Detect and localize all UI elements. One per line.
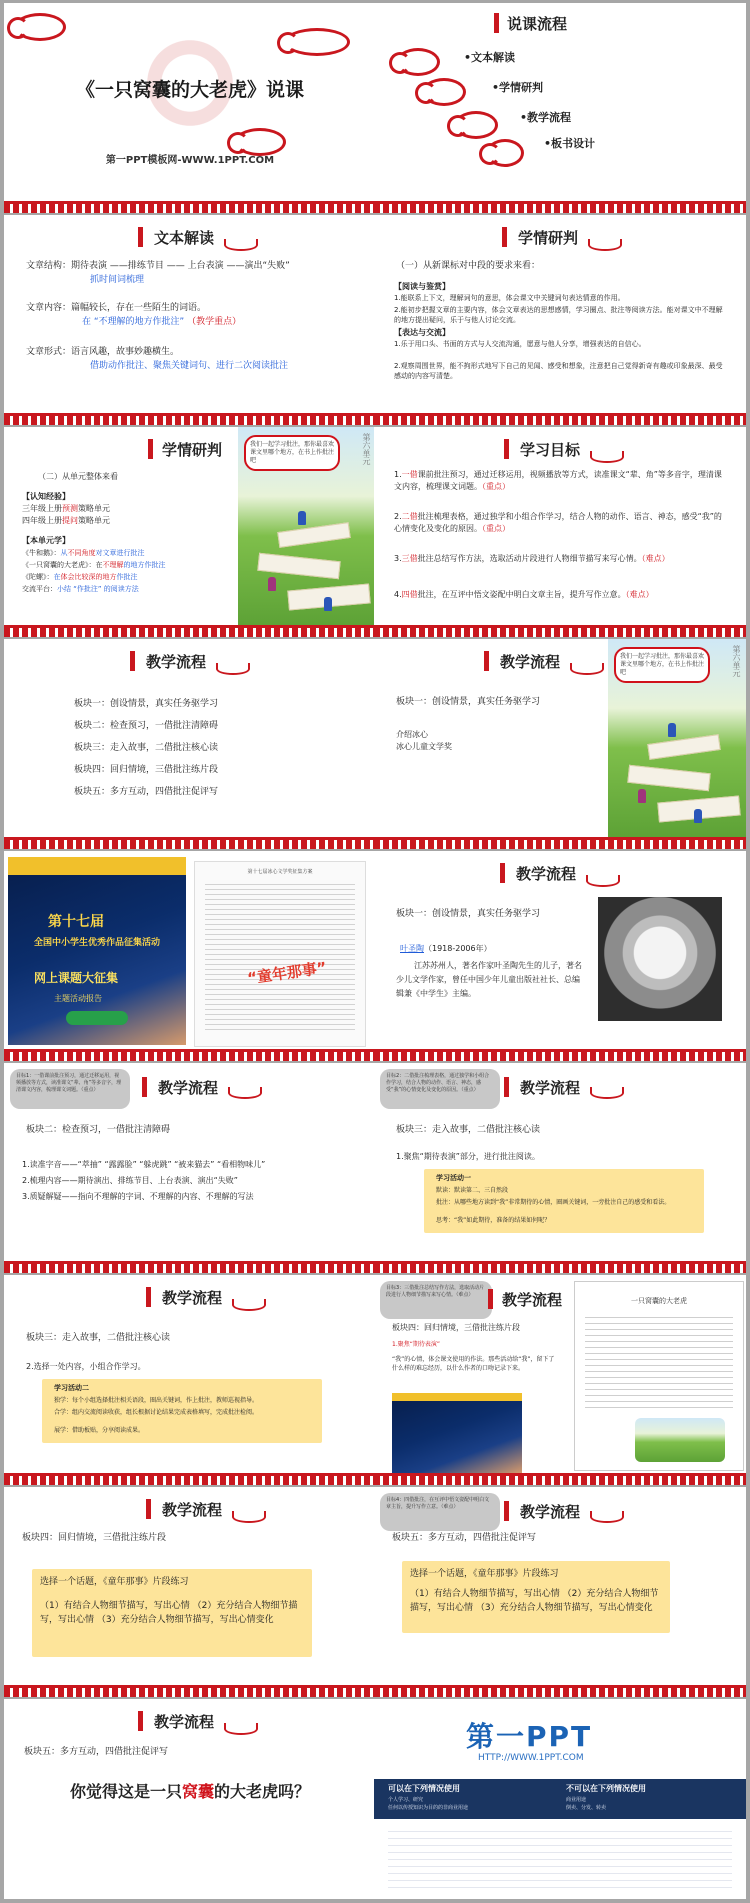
brand-logo[interactable]: 第一PPT (466, 1720, 593, 1753)
swirl-ornament-icon (588, 239, 622, 251)
slide-module-three-a[interactable] (374, 1063, 746, 1273)
module-heading: 板块一：创设情景，真实任务驱学习 (396, 909, 541, 919)
slide-title-text: 教学流程 (162, 1289, 223, 1307)
decorative-border (4, 1264, 376, 1273)
website-credit[interactable]: 第一PPT模板网-WWW.1PPT.COM (105, 155, 275, 166)
slide-title-text: 教学流程 (502, 1291, 563, 1309)
decorative-border (4, 1052, 376, 1061)
goal-note: 目标1：一借课前批注预习，通过迁移运用，视频播放等方式，读准课文“辈、角”等多音字，理清课文内容，梳理课文词题。（重点） (10, 1069, 130, 1109)
forbidden-heading: 不可以在下列情况使用 (566, 1784, 646, 1793)
author-portrait (598, 897, 722, 1021)
brand-url[interactable]: HTTP://WWW.1PPT.COM (478, 1753, 584, 1763)
module-heading: 板块一：创设情景，真实任务驱学习 (396, 697, 541, 707)
title-bar (142, 1077, 147, 1097)
title-bar (146, 1287, 151, 1307)
author-name-line: 叶圣陶（1918-2006年） (400, 944, 492, 953)
activity-line: 思考：“我”如此期待，准备的结果如何呢？ (436, 1217, 551, 1224)
slide-title-text: 教学流程 (162, 1501, 223, 1519)
title-bar (130, 651, 135, 671)
title-bar (138, 1711, 143, 1731)
module-item[interactable]: 板块一：创设情景，真实任务驱学习 (74, 699, 219, 709)
module-item[interactable]: 板块三：走入故事，二借批注核心读 (74, 743, 219, 753)
goal-item: 1.一借课前批注预习，通过迁移运用，视频播放等方式，读准课文“辈、角”等多音字，理清课文内容，梳理课文词题。（重点） (394, 470, 722, 491)
title-bar (484, 651, 489, 671)
title-bar (148, 439, 153, 459)
poster-line: 第十七届 (48, 914, 104, 930)
brand-area (374, 1699, 746, 1779)
swirl-ornament-icon (232, 1299, 266, 1311)
link-list (388, 1825, 732, 1891)
goal-item: 2.二借批注梳理表格，通过独学和小组合作学习，结合人物的动作、语言、神态，感受“我”的心情变化及变化的原因。（重点） (394, 512, 722, 533)
poster-button (66, 1011, 128, 1025)
content-line: 文章内容：篇幅较长，存在一些陌生的词语。 (26, 303, 207, 313)
detail-line: 介绍冰心 (396, 730, 428, 739)
activity-box (42, 1379, 322, 1443)
book-title: 一只窝囊的大老虎 (631, 1297, 687, 1305)
child-figure (268, 577, 276, 591)
allowed-line: 任何以传授知识为目的的非商业用途 (388, 1805, 469, 1811)
slide-title-text: 学情研判 (518, 229, 579, 247)
content-hint: 在 “不理解的地方作批注” （教学重点） (82, 317, 242, 327)
unit-label: 第六单元 (362, 433, 371, 465)
decorative-border (4, 840, 376, 849)
swirl-ornament-icon (586, 875, 620, 887)
decorative-border (374, 1264, 746, 1273)
unit-intro: （二）从单元整体来看 (38, 472, 118, 481)
unit-line: 《牛和鹅》：从不同角度对文章进行批注 (22, 549, 145, 557)
slide-copyright[interactable] (374, 1699, 746, 1899)
slide-text-analysis[interactable] (4, 215, 376, 425)
activity-line: 独学：每个小组选择批注相关语段，圈出关键词，作上批注，教师巡视指导。 (54, 1397, 259, 1404)
slide-title-text: 教学流程 (146, 653, 207, 671)
requirement-text: 2.观察周围世界，能不拘形式地写下自己的见闻、感受和想象，注意把自己觉得新奇有趣或印象最深、最受感动的内容写清楚。 (394, 362, 723, 380)
activity-line: 展学：借助板贴，分享阅读成果。 (54, 1427, 145, 1434)
module-heading: 板块四：回归情境，三借批注练片段 (22, 1533, 167, 1543)
slide-award-materials[interactable] (4, 851, 376, 1061)
path-shape (257, 553, 340, 579)
title-bar (146, 1499, 151, 1519)
slide-title-text: 教学流程 (500, 653, 561, 671)
agenda-item[interactable]: •文本解读 (464, 51, 516, 64)
slide-title-text: 教学流程 (520, 1079, 581, 1097)
award-poster (392, 1393, 522, 1473)
module-item[interactable]: 板块四：回归情境，三借批注练片段 (74, 765, 219, 775)
child-figure (668, 723, 676, 737)
poster-line: 全国中小学生优秀作品征集活动 (33, 938, 160, 948)
unit-line: 交流平台：小结 “作批注” 的阅读方法 (22, 585, 139, 593)
goal-note: 目标4：四借批注，在互评中悟文姿配中明白文章主旨，提升写作立意。（难点） (380, 1493, 500, 1531)
decorative-border (374, 840, 746, 849)
title-bar (504, 439, 509, 459)
step-item: 2.梳理内容——期待演出、排练节目、上台表演、演出“失败” (22, 1176, 238, 1185)
poster-line: 网上课题大征集 (34, 971, 119, 985)
cloud-ornament-icon (284, 28, 350, 56)
activity-line: 合学：组内交流阅读收获，组长根据讨论结果完成表格填写，完成批注检阅。 (54, 1409, 259, 1416)
child-figure (638, 789, 646, 803)
slide-module-five[interactable] (374, 1487, 746, 1697)
practice-text: （1）有结合人物细节描写，写出心情 （2）充分结合人物细节描写，写出心情 （3）充分结合人物细节描写，写出心情变化 (40, 1601, 298, 1625)
goal-note: 目标3：三借批注总结写作方法，选取活动片段进行人物细节描写来写心情。（难点） (380, 1281, 492, 1319)
discussion-question: 你觉得这是一只窝囊的大老虎吗？ (69, 1782, 311, 1801)
title-bar (504, 1501, 509, 1521)
slide-title-text: 学习目标 (520, 441, 581, 459)
module-heading: 板块二：检查预习，一借批注清障碍 (26, 1125, 171, 1135)
module-heading: 板块五：多方互动，四借批注促评写 (392, 1533, 537, 1543)
decorative-border (4, 204, 376, 213)
swirl-ornament-icon (590, 1087, 624, 1099)
step-item: 2.选择一处内容，小组合作学习。 (26, 1362, 146, 1371)
goal-note: 目标2：二借批注梳理表格，通过独学和小组合作学习，结合人物的动作、语言、神态，感受“我”的心情变化及变化的原因。（重点） (380, 1069, 500, 1109)
swirl-ornament-icon (224, 1723, 258, 1735)
swirl-ornament-icon (590, 1511, 624, 1523)
doc-lines (205, 880, 355, 1030)
slide-module-three-b[interactable] (4, 1275, 376, 1485)
unit-label: 第六单元 (732, 645, 741, 677)
practice-text: （1）有结合人物细节描写，写出心情 （2）充分结合人物细节描写，写出心情 （3）充分结合人物细节描写，写出心情变化 (410, 1589, 659, 1613)
goal-item: 4.四借批注，在互评中悟文姿配中明白文章主旨，提升写作立意。（难点） (394, 590, 654, 599)
path-shape (627, 765, 710, 791)
poster-line: 主题活动报告 (54, 994, 102, 1003)
agenda-item[interactable]: •教学流程 (520, 111, 572, 124)
slide-learning-goals[interactable] (374, 427, 746, 637)
cloud-ornament-icon (486, 139, 524, 167)
section-heading: 【表达与交流】 (394, 328, 450, 337)
goal-item: 3.三借批注总结写作方法，选取活动片段进行人物细节描写来写心情。（难点） (394, 554, 670, 563)
example-paragraph: “我”的心情，体会课文使用的作法。那些活动给“我”，留下了什么样的难忘经历，以什么作者的口吻记录下来。 (392, 1356, 555, 1372)
child-figure (694, 809, 702, 823)
child-figure (324, 597, 332, 611)
cloud-ornament-icon (396, 48, 440, 76)
step-item: 1.聚焦“期待表演”部分，进行批注阅读。 (396, 1152, 540, 1161)
license-banner (374, 1779, 746, 1819)
experience-line: 四年级上册提问策略单元 (22, 516, 110, 525)
slide-closing-question[interactable] (4, 1699, 376, 1899)
presentation-title: 《一只窝囊的大老虎》说课 (75, 79, 304, 101)
speech-bubble: 我们一起学习批注，那你最喜欢课文里哪个地方，在书上作批注吧 (614, 647, 710, 683)
practice-title: 选择一个话题，《童年那事》片段练习 (40, 1577, 189, 1587)
section-heading: 【本单元学】 (22, 536, 70, 545)
speech-bubble: 我们一起学习批注，那你最喜欢课文里哪个地方，在书上作批注吧 (244, 435, 340, 471)
activity-line: 默读：默读第二、三自然段 (436, 1187, 509, 1194)
title-bar (494, 13, 499, 33)
activity-line: 批注：从哪些地方读到“我”非常期待的心情，圈画关键词，一旁批注自己的感受和看法。 (436, 1199, 671, 1206)
allowed-heading: 可以在下列情况使用 (388, 1784, 460, 1793)
detail-line: 冰心儿童文学奖 (396, 742, 452, 751)
slide-title-text: 文本解读 (154, 229, 215, 247)
section-heading: 【阅读与鉴赏】 (394, 282, 450, 291)
step-item: 3.质疑解疑——指向不理解的字词、不理解的内容、不理解的写法 (22, 1192, 254, 1201)
activity-box (424, 1169, 704, 1233)
module-heading: 板块三：走入故事，二借批注核心读 (26, 1333, 171, 1343)
cloud-ornament-icon (422, 78, 466, 106)
decorative-border (4, 416, 376, 425)
section-heading: 【认知经验】 (22, 492, 70, 501)
requirement-text: 1.能联系上下文，理解词句的意思，体会课文中关键词句表达情意的作用。 (394, 294, 625, 302)
textbook-illustration (608, 639, 746, 837)
activity-title: 学习活动一 (436, 1174, 471, 1182)
decorative-border (4, 1688, 376, 1697)
swirl-ornament-icon (228, 1087, 262, 1099)
slide-module-four-a[interactable] (374, 1275, 746, 1485)
poster-top-bar (392, 1393, 522, 1401)
requirement-text: 2.能初步把握文章的主要内容，体会文章表达的思想感情，学习圈点、批注等阅读方法。能对课文中不理解的地方提出疑问，乐于与他人讨论交流。 (394, 306, 723, 324)
slide-title-text: 说课流程 (507, 15, 568, 33)
slide-title-text: 教学流程 (520, 1503, 581, 1521)
requirement-text: 1.乐于用口头、书面的方式与人交流沟通，愿意与他人分享，增强表达的自信心。 (394, 340, 646, 348)
allowed-line: 个人学习、研究 (388, 1797, 424, 1803)
decorative-border (4, 1476, 376, 1485)
module-heading: 板块四：回归情境，三借批注练片段 (392, 1323, 520, 1332)
module-item[interactable]: 板块五：多方互动，四借批注促评写 (74, 787, 219, 797)
slide-module-one[interactable] (374, 639, 746, 849)
module-item[interactable]: 板块二：检查预习，一借批注清障碍 (74, 721, 219, 731)
slide-module-two[interactable] (4, 1063, 376, 1273)
award-poster (8, 857, 186, 1045)
step-item: 1.聚焦“期待表演” (392, 1341, 440, 1348)
swirl-ornament-icon (590, 451, 624, 463)
decorative-border (374, 628, 746, 637)
activity-title: 学习活动二 (54, 1384, 89, 1392)
slide-title-text: 教学流程 (154, 1713, 215, 1731)
decorative-border (374, 416, 746, 425)
slide-title-text: 教学流程 (158, 1079, 219, 1097)
decorative-border (374, 1476, 746, 1485)
swirl-ornament-icon (224, 239, 258, 251)
path-shape (647, 734, 721, 760)
unit-line: 《一只窝囊的大老虎》：在不理解的地方作批注 (22, 561, 166, 569)
slide-author-intro[interactable] (374, 851, 746, 1061)
title-bar (504, 1077, 509, 1097)
slide-agenda[interactable] (374, 3, 746, 213)
forbidden-line: 商业用途 (566, 1797, 587, 1803)
slide-module-four-b[interactable] (4, 1487, 376, 1697)
child-figure (298, 511, 306, 525)
experience-line: 三年级上册预测策略单元 (22, 504, 110, 513)
document-preview (194, 861, 366, 1047)
swirl-ornament-icon (232, 1511, 266, 1523)
swirl-ornament-icon (216, 663, 250, 675)
agenda-item[interactable]: •学情研判 (492, 81, 544, 94)
textbook-page (574, 1281, 744, 1471)
cloud-ornament-icon (454, 111, 498, 139)
forbidden-line: 倒卖、分发、转卖 (566, 1805, 607, 1811)
step-item: 1.读准字音——“萃抽” “露露脸” “躲虎跳” “被来猫去” “看相物味儿” (22, 1160, 266, 1169)
practice-box (32, 1569, 312, 1657)
title-bar (502, 227, 507, 247)
slide-title-text: 教学流程 (516, 865, 577, 883)
module-heading: 板块五：多方互动，四借批注促评写 (24, 1747, 169, 1757)
decorative-border (374, 204, 746, 213)
structure-line: 文章结构：期待表演 ——排练节目 —— 上台表演 ——演出“失败” (26, 261, 290, 271)
unit-line: 《陀螺》：在体会比较深的地方作批注 (22, 573, 138, 581)
book-illustration (635, 1418, 725, 1462)
module-heading: 板块三：走入故事，二借批注核心读 (396, 1125, 541, 1135)
title-bar (500, 863, 505, 883)
form-line: 文章形式：语言风趣，故事妙趣横生。 (26, 347, 180, 357)
stamp-text: “童年那事” (246, 958, 328, 988)
author-bio: 江苏苏州人，著名作家叶圣陶先生的儿子，著名少儿文学作家，曾任中国少年儿童出版社社长、总编辑兼《中学生》主编。 (396, 961, 582, 998)
structure-hint: 抓时间词梳理 (90, 275, 145, 285)
form-hint: 借助动作批注、聚焦关键词句、进行二次阅读批注 (90, 361, 289, 371)
swirl-ornament-icon (570, 663, 604, 675)
textbook-illustration (238, 427, 376, 625)
slide-teaching-process-overview[interactable] (4, 639, 376, 849)
slide-learning-analysis-2[interactable] (4, 427, 376, 637)
cloud-ornament-icon (14, 13, 66, 41)
decorative-border (4, 628, 376, 637)
requirement-intro: （一）从新课标对中段的要求来看： (396, 261, 541, 271)
title-bar (138, 227, 143, 247)
slide-title-text: 学情研判 (162, 441, 223, 459)
slide-title[interactable] (4, 3, 376, 213)
decorative-border (374, 1688, 746, 1697)
decorative-border (374, 1052, 746, 1061)
slide-learning-analysis-1[interactable] (374, 215, 746, 425)
title-bar (488, 1289, 493, 1309)
book-lines (585, 1312, 733, 1412)
doc-title: 第十七届冰心文学奖征集方案 (247, 869, 313, 875)
poster-top-bar (8, 857, 186, 875)
practice-title: 选择一个话题，《童年那事》片段练习 (410, 1569, 559, 1579)
practice-box (402, 1561, 670, 1633)
path-shape (277, 522, 351, 548)
agenda-item[interactable]: •板书设计 (544, 137, 596, 150)
